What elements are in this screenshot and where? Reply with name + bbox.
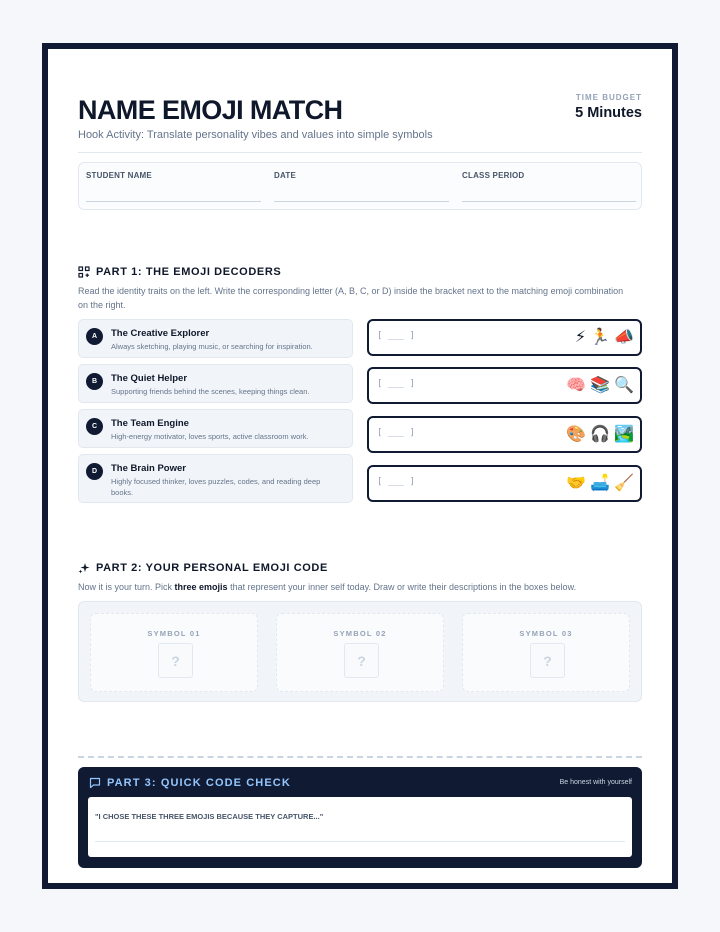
header-divider [78, 152, 642, 153]
symbol-placeholder-box[interactable]: ? [530, 643, 565, 678]
symbol-label: SYMBOL 03 [519, 629, 573, 638]
reflection-prompt: "I CHOSE THESE THREE EMOJIS BECAUSE THEY CAPTURE..." [95, 812, 324, 821]
trait-letter-badge: B [86, 373, 103, 390]
date-line [274, 201, 449, 202]
page-subtitle: Hook Activity: Translate personality vibes and values into simple symbols [78, 129, 433, 141]
section-divider [78, 756, 642, 758]
emoji-match-row-1 [367, 319, 642, 356]
answer-bracket[interactable]: [ ___ ] [377, 477, 415, 487]
time-budget-label: TIME BUDGET [575, 93, 642, 102]
student-name-field[interactable] [86, 171, 261, 180]
symbol-card-2[interactable] [276, 613, 444, 692]
page-title: NAME EMOJI MATCH [78, 95, 343, 125]
part2-instructions-start: Now it is your turn. Pick [78, 582, 175, 592]
books-emoji: 📚 [590, 377, 611, 394]
symbol-label: SYMBOL 01 [147, 629, 201, 638]
student-name-line [86, 201, 261, 202]
trait-name: The Brain Power [111, 463, 186, 474]
symbol-placeholder-box[interactable]: ? [344, 643, 379, 678]
emoji-match-row-2 [367, 367, 642, 404]
palette-emoji: 🎨 [566, 426, 587, 443]
trait-description: Highly focused thinker, loves puzzles, codes, and reading deep books. [111, 477, 321, 497]
reflection-writing-line [95, 841, 625, 842]
part1-title: PART 1: THE EMOJI DECODERS [96, 266, 282, 278]
megaphone-emoji: 📣 [614, 329, 634, 346]
part1-instructions: Read the identity traits on the left. Write the corresponding letter (A, B, C, or D) inside the bracket next to the matching emoji combination on the right. [78, 286, 624, 310]
emoji-match-row-3 [367, 416, 642, 453]
trait-card-c [78, 409, 353, 448]
trait-description: Supporting friends behind the scenes, keeping things clean. [111, 387, 310, 396]
trait-letter-badge: C [86, 418, 103, 435]
part2-instructions-emphasis: three emojis [174, 582, 228, 592]
class-period-field[interactable] [462, 171, 636, 180]
answer-bracket[interactable]: [ ___ ] [377, 379, 415, 389]
symbol-panel [78, 601, 642, 702]
broom-emoji: 🧹 [614, 475, 634, 492]
emoji-combo [575, 327, 634, 347]
chat-bubble-icon [89, 777, 101, 789]
class-period-line [462, 201, 636, 202]
part2-instructions-end: that represent your inner self today. Draw or write their descriptions in the boxes below. [227, 582, 577, 592]
symbol-card-3[interactable] [462, 613, 630, 692]
trait-name: The Creative Explorer [111, 328, 210, 339]
couch-emoji: 🛋️ [590, 475, 611, 492]
trait-description: Always sketching, playing music, or searching for inspiration. [111, 342, 313, 351]
reflection-answer-area[interactable] [88, 797, 632, 857]
trait-letter-badge: D [86, 463, 103, 480]
date-field[interactable] [274, 171, 449, 180]
symbol-label: SYMBOL 02 [333, 629, 387, 638]
emoji-combo [566, 424, 634, 444]
class-period-label: CLASS PERIOD [462, 171, 525, 180]
worksheet-page [42, 43, 678, 889]
magnifier-emoji: 🔍 [614, 377, 634, 394]
trait-card-b [78, 364, 353, 403]
date-label: DATE [274, 171, 296, 180]
time-budget-value: 5 Minutes [575, 105, 642, 121]
headphones-emoji: 🎧 [590, 426, 611, 443]
trait-name: The Team Engine [111, 418, 189, 429]
trait-description: High-energy motivator, loves sports, active classroom work. [111, 432, 309, 441]
trait-card-a [78, 319, 353, 358]
part2-title: PART 2: YOUR PERSONAL EMOJI CODE [96, 562, 328, 574]
part1-heading [78, 266, 281, 278]
part2-instructions [78, 580, 632, 594]
symbol-placeholder-box[interactable]: ? [158, 643, 193, 678]
emoji-combo [566, 473, 634, 493]
student-name-label: STUDENT NAME [86, 171, 152, 180]
handshake-emoji: 🤝 [566, 475, 587, 492]
answer-bracket[interactable]: [ ___ ] [377, 331, 415, 341]
runner-emoji: 🏃 [590, 329, 611, 346]
sparkles-icon [78, 562, 90, 574]
quick-code-check-panel [78, 767, 642, 868]
lightning-emoji: ⚡ [574, 329, 587, 346]
part3-note: Be honest with yourself [559, 779, 632, 786]
student-info-box [78, 162, 642, 210]
symbol-card-1[interactable] [90, 613, 258, 692]
trait-letter-badge: A [86, 328, 103, 345]
puzzle-icon [78, 266, 90, 278]
landscape-emoji: 🏞️ [614, 426, 634, 443]
part3-heading [89, 777, 291, 789]
part3-title: PART 3: QUICK CODE CHECK [107, 777, 291, 789]
brain-emoji: 🧠 [566, 377, 587, 394]
trait-card-d [78, 454, 353, 503]
answer-bracket[interactable]: [ ___ ] [377, 428, 415, 438]
emoji-combo [566, 375, 634, 395]
trait-name: The Quiet Helper [111, 373, 188, 384]
emoji-match-row-4 [367, 465, 642, 502]
part2-heading [78, 562, 328, 574]
